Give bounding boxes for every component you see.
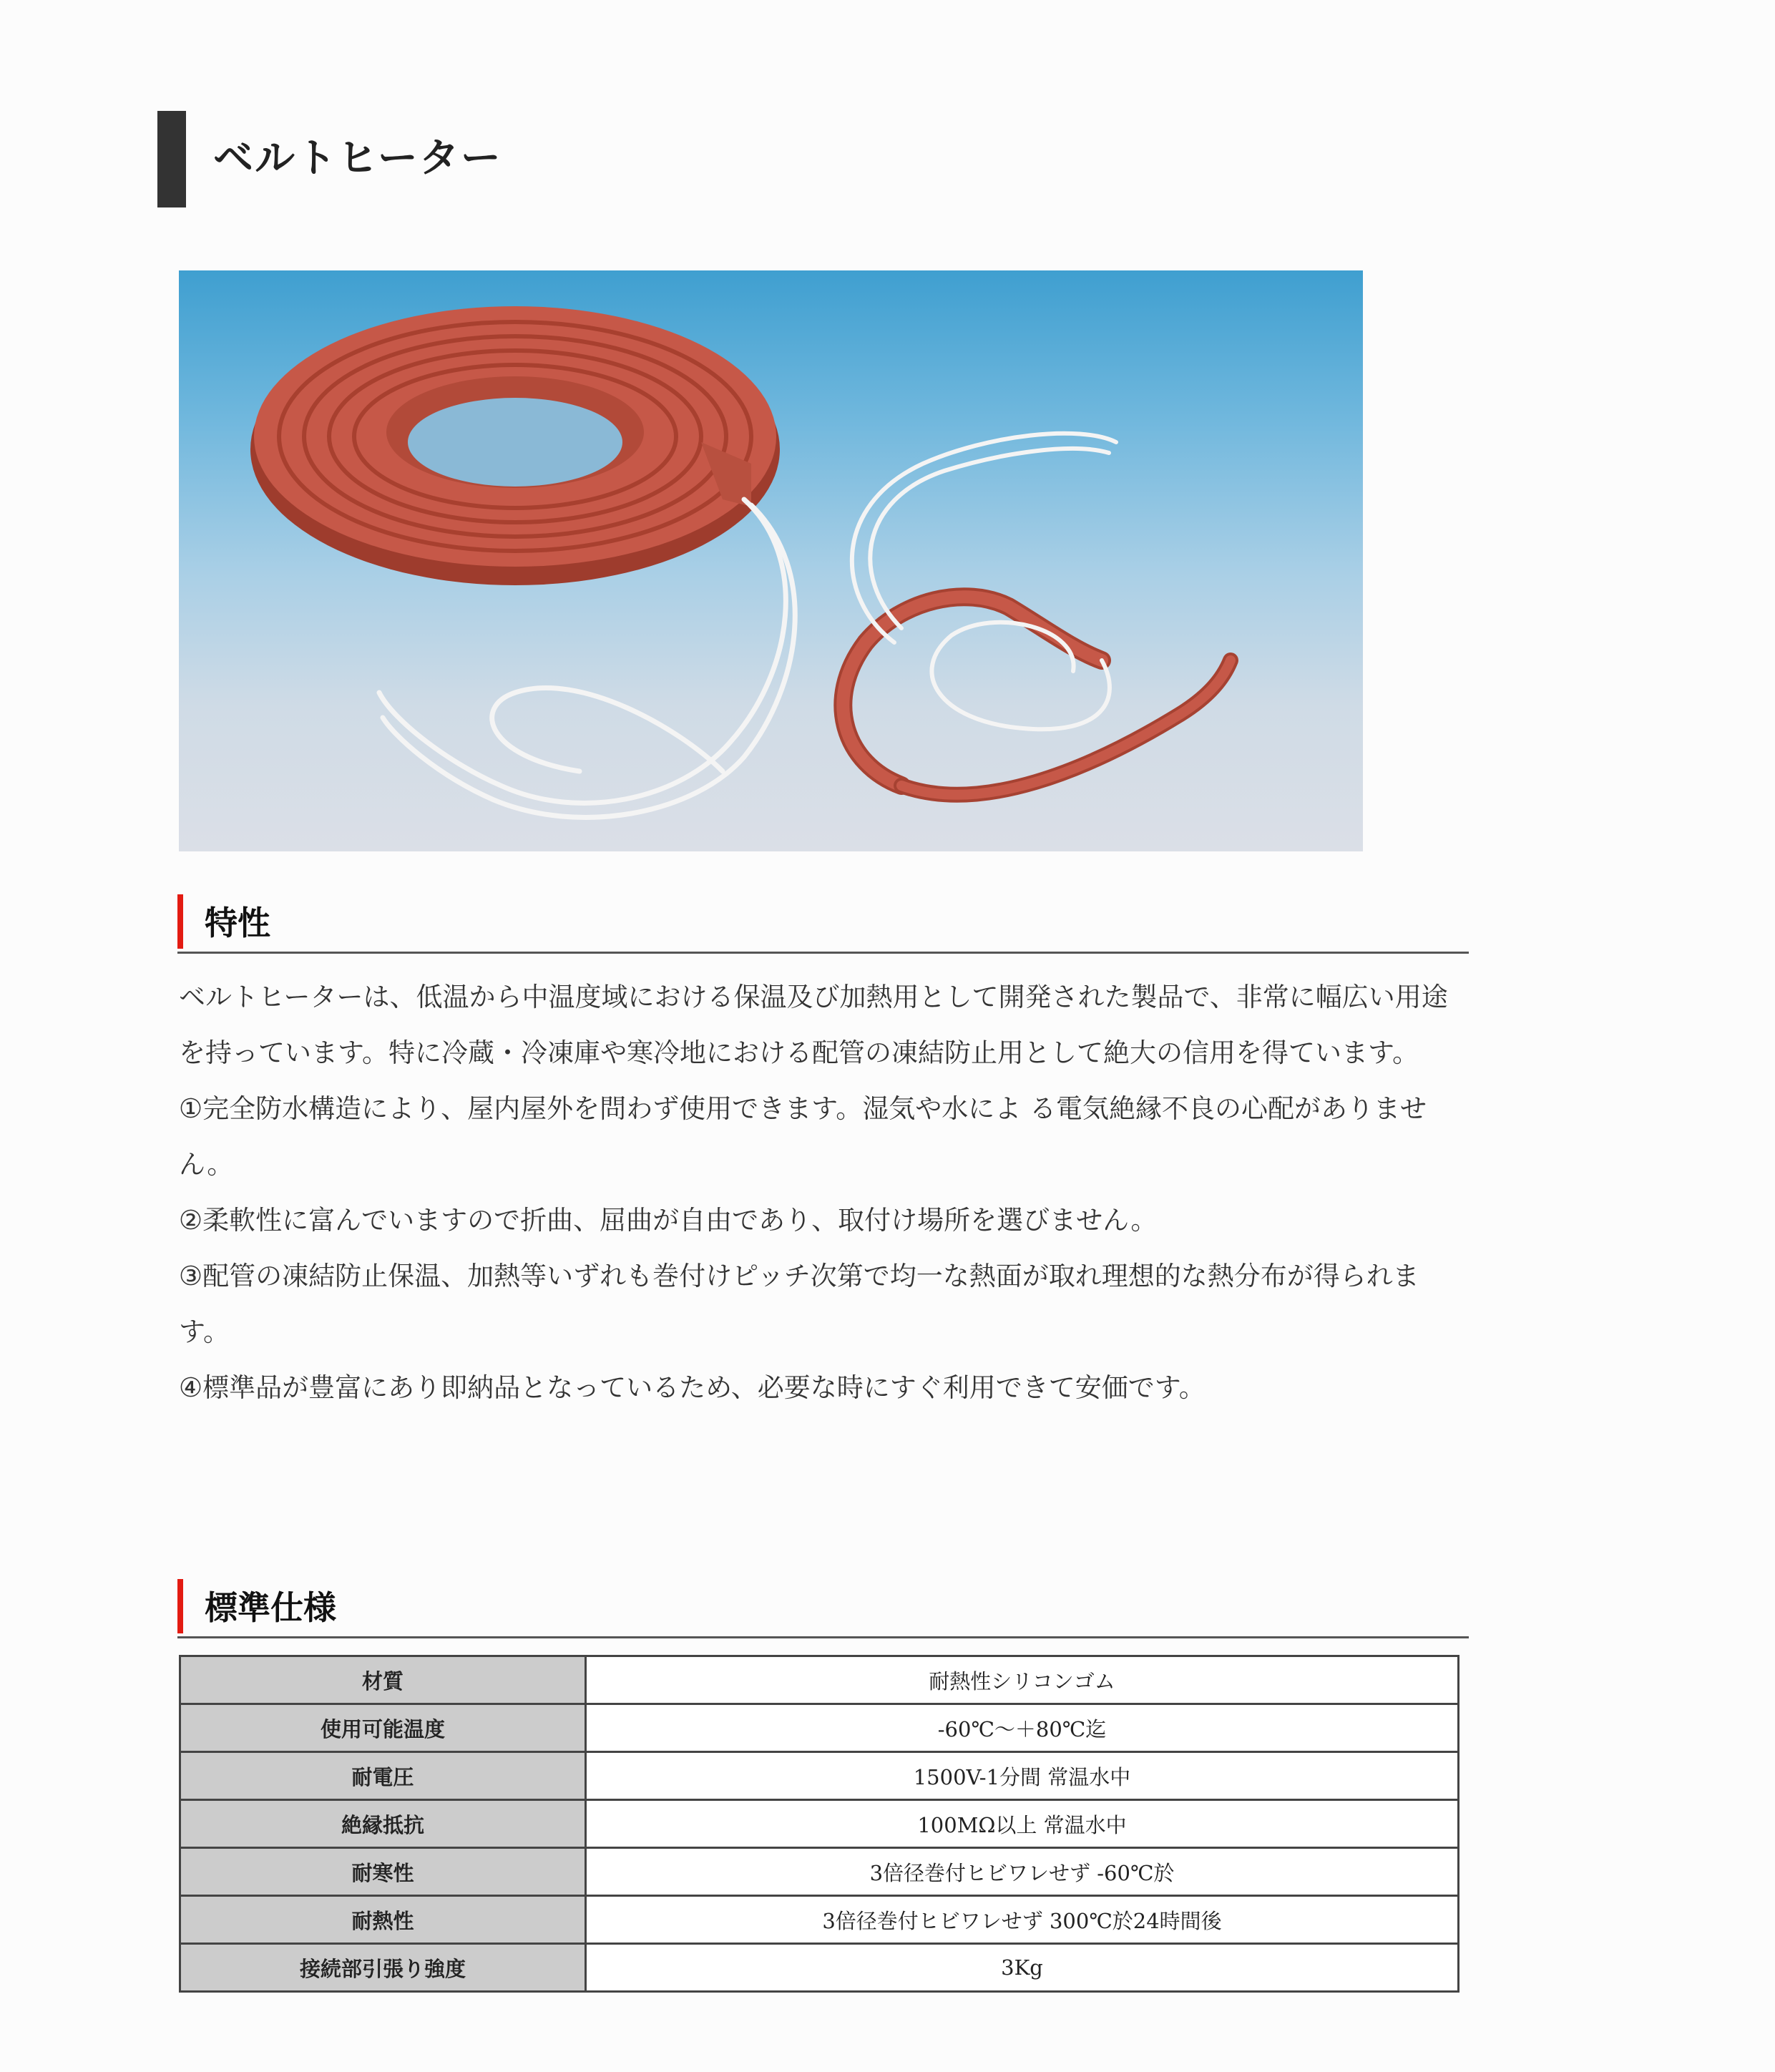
- page-header: [157, 111, 1445, 207]
- features-paragraph: ベルトヒーターは、低温から中温度域における保温及び加熱用として開発された製品で、非常に幅広い用途を持っています。特に冷蔵・冷凍庫や寒冷地における配管の凍結防止用として絶大の信用を得ています。: [179, 982, 1448, 1068]
- table-row: [180, 1800, 1459, 1848]
- table-row: [180, 1656, 1459, 1704]
- spec-value: 3倍径巻付ヒビワレせず -60℃於: [586, 1848, 1459, 1896]
- spec-label: 接続部引張り強度: [180, 1944, 586, 1992]
- large-belt-coil: [250, 306, 780, 585]
- product-photo: [179, 270, 1363, 851]
- spec-label: 耐寒性: [180, 1848, 586, 1896]
- features-paragraph: ①完全防水構造により、屋内屋外を問わず使用できます。湿気や水によ る電気絶縁不良の心配がありません。: [179, 1093, 1427, 1180]
- features-paragraph: ③配管の凍結防止保温、加熱等いずれも巻付けピッチ次第で均一な熱面が取れ理想的な熱分布が得られます。: [179, 1261, 1419, 1347]
- spec-label: 耐電圧: [180, 1752, 586, 1800]
- table-row: [180, 1848, 1459, 1896]
- features-heading-mark: [177, 894, 183, 949]
- table-row: [180, 1704, 1459, 1752]
- spec-value: -60℃～＋80℃迄: [586, 1704, 1459, 1752]
- spec-value: 1500V-1分間 常温水中: [586, 1752, 1459, 1800]
- spec-heading-text: 標準仕様: [205, 1588, 336, 1627]
- spec-heading-mark: [177, 1579, 183, 1633]
- header-accent-bar: [157, 111, 186, 207]
- spec-value: 3倍径巻付ヒビワレせず 300℃於24時間後: [586, 1896, 1459, 1944]
- spec-heading: [177, 1578, 1469, 1638]
- features-heading-text: 特性: [205, 904, 270, 942]
- spec-label: 絶縁抵抗: [180, 1800, 586, 1848]
- spec-value: 100MΩ以上 常温水中: [586, 1800, 1459, 1848]
- table-row: [180, 1944, 1459, 1992]
- page-title: ベルトヒーター: [213, 135, 502, 182]
- spec-label: 使用可能温度: [180, 1704, 586, 1752]
- features-heading: [177, 893, 1469, 954]
- spec-label: 耐熱性: [180, 1896, 586, 1944]
- features-text: [179, 969, 1467, 1416]
- spec-value: 3Kg: [586, 1944, 1459, 1992]
- table-row: [180, 1896, 1459, 1944]
- spec-value: 耐熱性シリコンゴム: [586, 1656, 1459, 1704]
- table-row: [180, 1752, 1459, 1800]
- spec-table: [179, 1655, 1459, 1993]
- product-photo-illustration: [179, 270, 1363, 851]
- features-paragraph: ④標準品が豊富にあり即納品となっているため、必要な時にすぐ利用できて安価です。: [179, 1372, 1206, 1403]
- spec-label: 材質: [180, 1656, 586, 1704]
- small-heater-lead-wires: [852, 434, 1116, 730]
- features-paragraph: ②柔軟性に富んでいますので折曲、屈曲が自由であり、取付け場所を選びません。: [179, 1205, 1158, 1236]
